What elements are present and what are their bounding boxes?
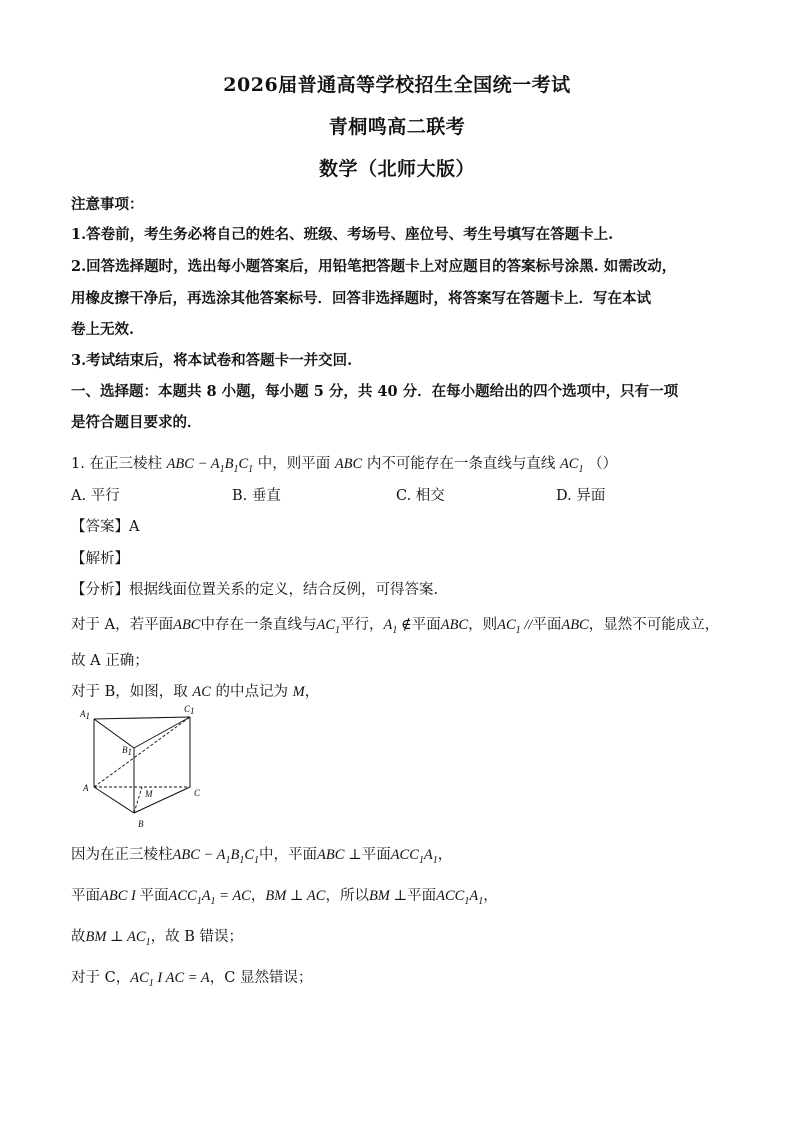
option-c: C. 相交 xyxy=(396,488,445,504)
exam-subject: 数学（北师大版） xyxy=(318,158,475,180)
label-a1: A1 xyxy=(80,709,90,721)
option-a: A. 平行 xyxy=(71,488,120,504)
label-c: C xyxy=(194,788,201,798)
notice-heading: 注意事项： xyxy=(71,196,144,213)
solution-c: 对于 C，$AC_1$ I AC = A，C 显然错误； xyxy=(71,970,313,989)
notice-item-2-cont: 用橡皮擦干净后，再选涂其他答案标号．回答非选择题时，将答案写在答题卡上．写在本试 xyxy=(71,290,651,307)
label-c1: C1 xyxy=(184,704,195,716)
question-1-stem: 1. 在正三棱柱 ABC − $A_1B_1C_1$ 中，则平面 ABC 内不可能存在一条直线与直线 $AC_1$ （） xyxy=(71,456,618,475)
option-d: D. 异面 xyxy=(556,488,606,504)
diagonal-ac1 xyxy=(94,717,190,787)
exam-title: 2026届普通高等学校招生全国统一考试 xyxy=(223,74,571,96)
label-b1: B1 xyxy=(122,745,132,757)
option-b: B. 垂直 xyxy=(232,488,281,504)
exam-subtitle: 青桐鸣高二联考 xyxy=(328,116,466,138)
solution-b-conclusion: 故BM ⊥ $AC_1$，故 B 错误； xyxy=(71,929,243,948)
edge-bc xyxy=(134,787,190,813)
answer-line: 【答案】A xyxy=(71,519,140,535)
question-number: 1. xyxy=(71,456,85,472)
edge-b1c1 xyxy=(134,717,190,748)
solution-b: 对于 B，如图，取 AC 的中点记为 M， xyxy=(71,684,320,700)
analysis-heading: 【解析】 xyxy=(71,551,129,567)
solution-a-conclusion: 故 A 正确； xyxy=(71,653,149,669)
solution-b-reason-2: 平面ABC I 平面$ACC_1A_1$ = AC，BM ⊥ AC，所以BM ⊥平面$ACC_1A_1$， xyxy=(71,888,498,907)
label-a: A xyxy=(83,783,89,793)
notice-item-2: 2.回答选择题时，选出每小题答案后，用铅笔把答题卡上对应题目的答案标号涂黑. 如需改动， xyxy=(71,258,677,275)
notice-item-2-end: 卷上无效. xyxy=(71,321,135,338)
edge-a1c1 xyxy=(94,717,190,719)
prism-figure xyxy=(72,703,202,831)
label-b: B xyxy=(138,819,144,829)
solution-b-reason-1: 因为在正三棱柱ABC − $A_1B_1C_1$中，平面ABC ⊥平面$ACC_1A_1$， xyxy=(71,847,453,866)
analysis-summary: 【分析】根据线面位置关系的定义，结合反例，可得答案. xyxy=(71,582,439,598)
solution-a: 对于 A，若平面ABC中存在一条直线与$AC_1$平行，$A_1$ ∉平面ABC，则$AC_1$ //平面ABC，显然不可能成立， xyxy=(71,617,720,636)
edge-a1b1 xyxy=(94,719,134,748)
segment-bm xyxy=(134,787,142,813)
label-m: M xyxy=(145,789,153,799)
notice-item-1: 1.答卷前，考生务必将自己的姓名、班级、考场号、座位号、考生号填写在答题卡上. xyxy=(71,226,614,243)
notice-item-3: 3.考试结束后，将本试卷和答题卡一并交回. xyxy=(71,352,353,369)
section-heading: 一、选择题：本题共 8 小题，每小题 5 分，共 40 分．在每小题给出的四个选项中，只有一项 xyxy=(71,383,679,400)
math-prism: ABC − $A_1B_1C_1$ xyxy=(166,456,254,475)
section-heading-cont: 是符合题目要求的． xyxy=(71,414,202,431)
edge-ab xyxy=(94,787,134,813)
